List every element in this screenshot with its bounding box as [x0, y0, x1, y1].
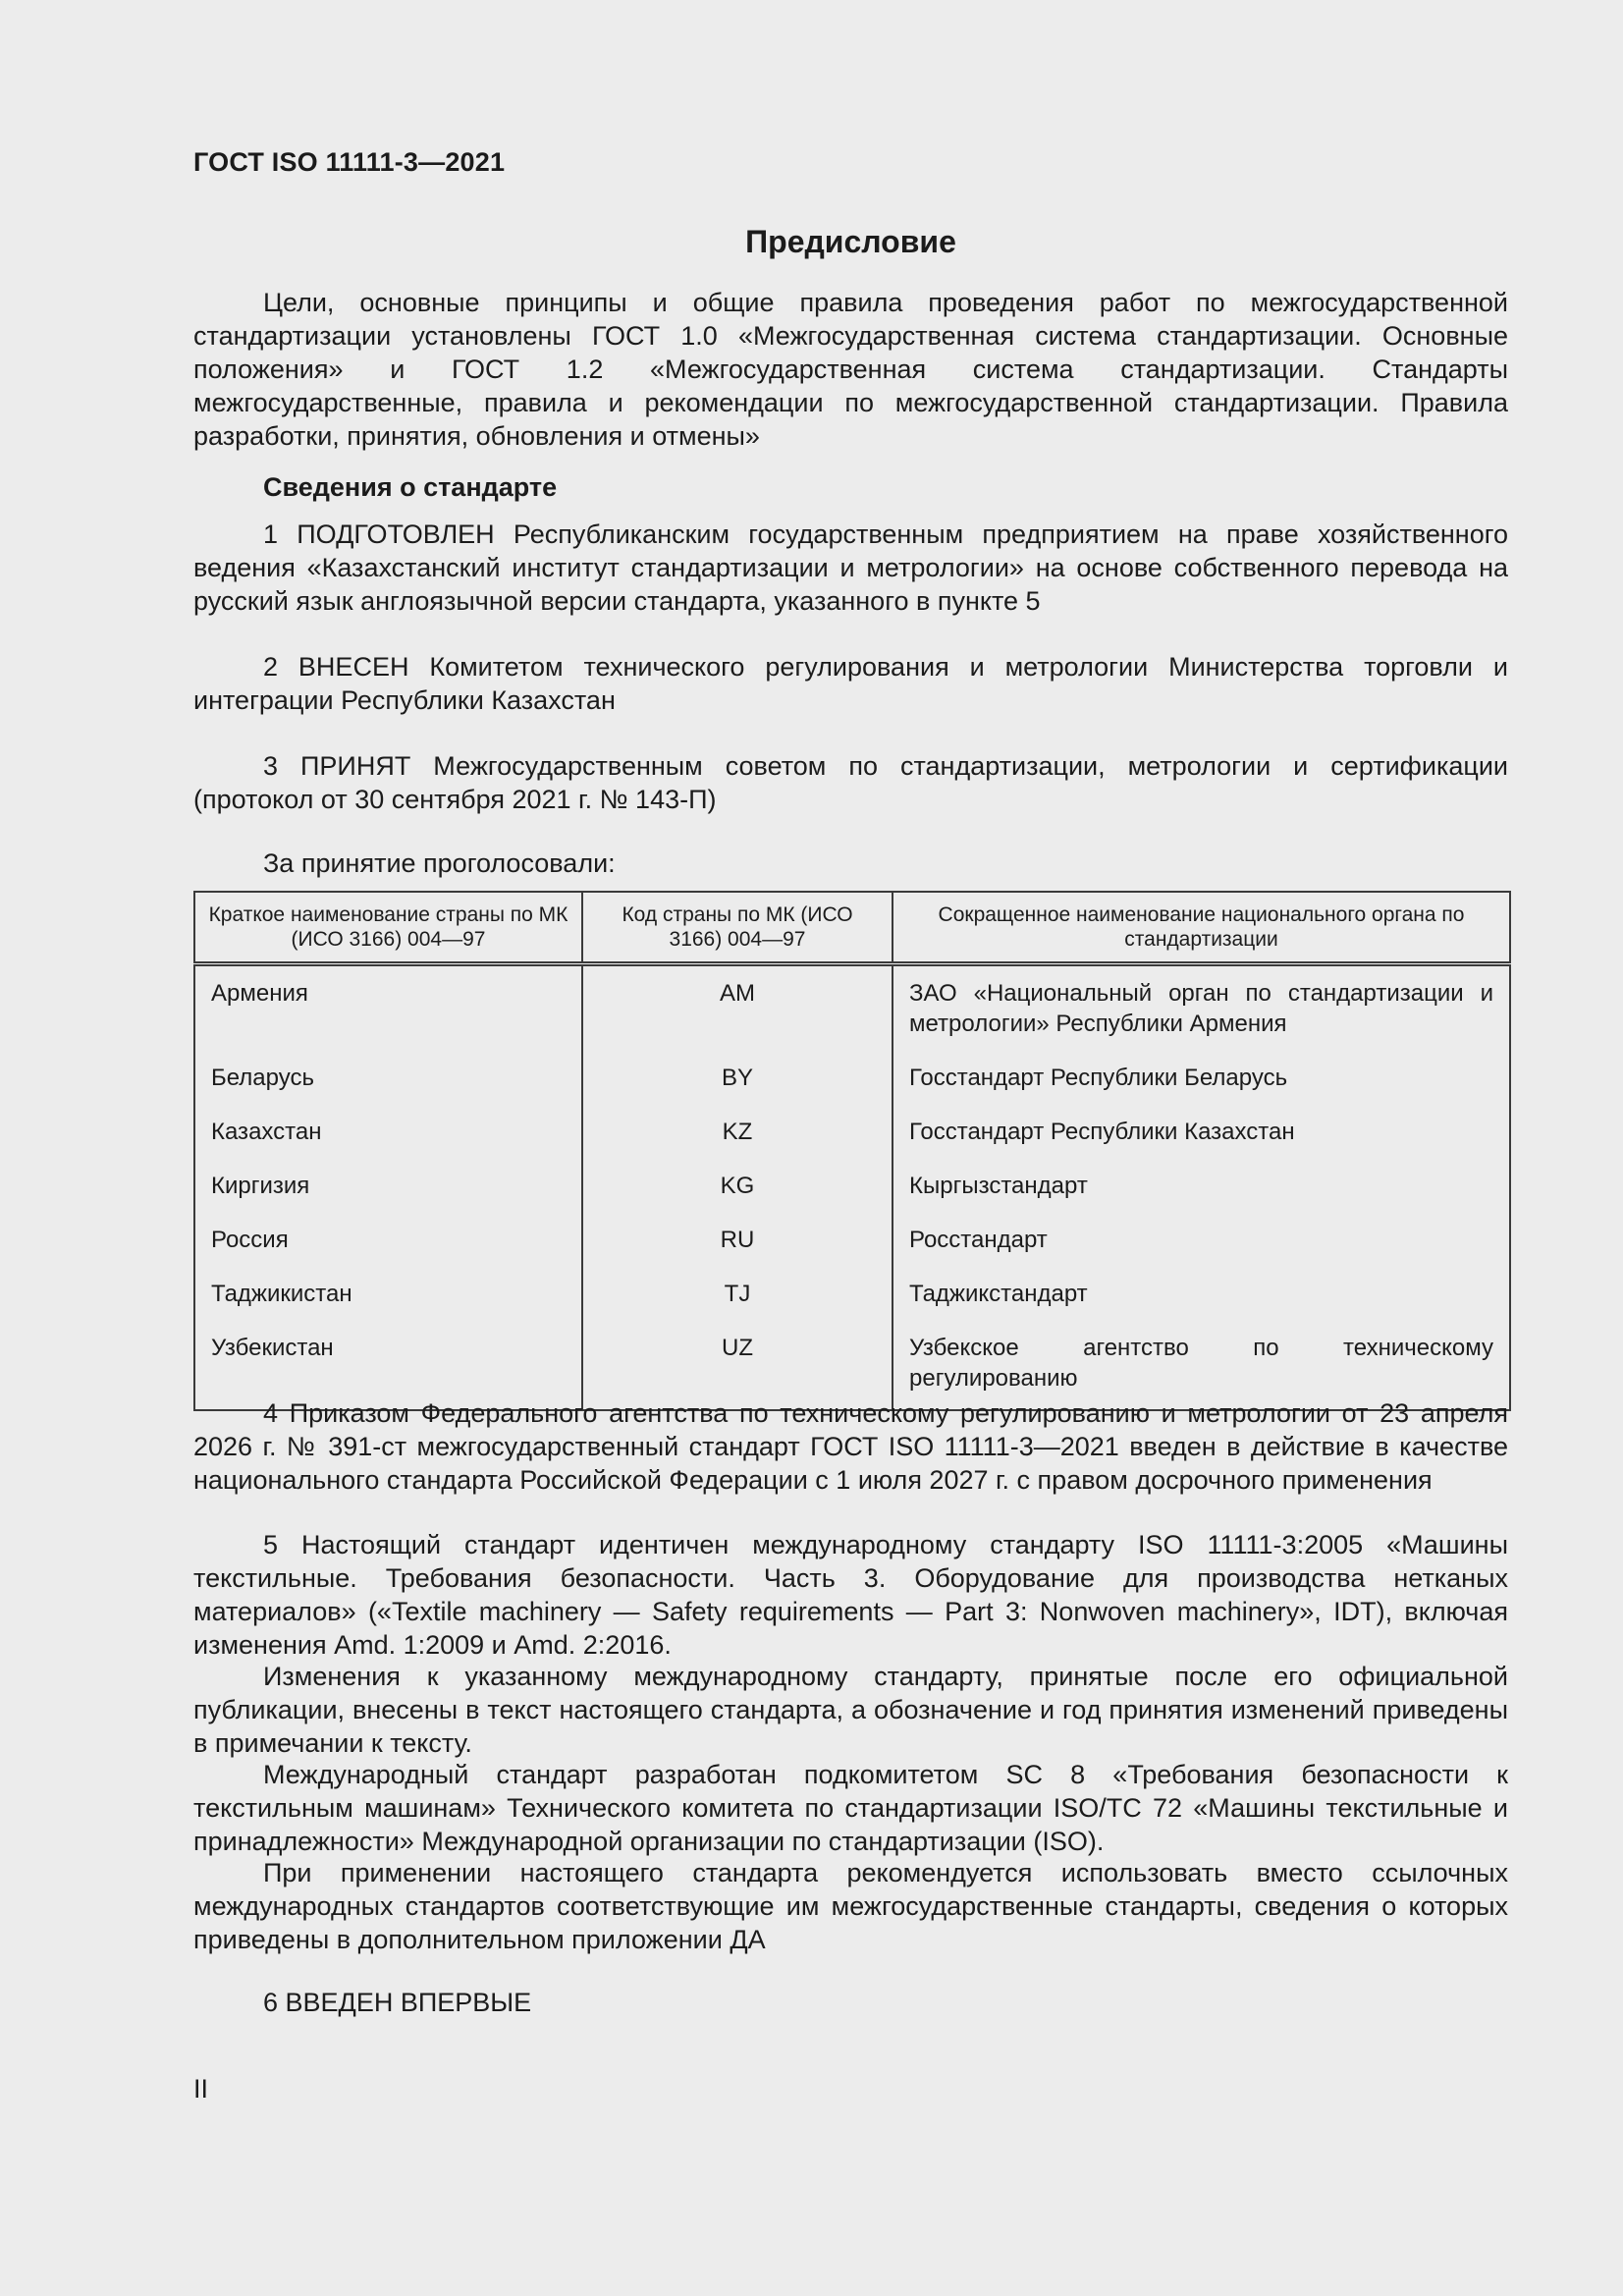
page-number: II: [193, 2074, 209, 2104]
cell-organization: Кыргызстандарт: [893, 1159, 1510, 1213]
cell-code: RU: [582, 1213, 893, 1267]
table-header-row: [194, 892, 1510, 964]
cell-country: Киргизия: [194, 1159, 582, 1213]
section-subhead: Сведения о стандарте: [263, 472, 558, 502]
table-row: [194, 964, 1510, 1052]
table-row: [194, 1213, 1510, 1267]
voting-table: [193, 891, 1511, 1411]
table-row: [194, 1159, 1510, 1213]
item-6: 6 ВВЕДЕН ВПЕРВЫЕ: [263, 1988, 532, 2017]
cell-country: Таджикистан: [194, 1267, 582, 1321]
table-row: [194, 1267, 1510, 1321]
vote-label: За принятие проголосовали:: [263, 848, 616, 878]
header-country: Краткое наименование страны по МК (ИСО 3166) 004—97: [194, 892, 582, 964]
cell-country: Армения: [194, 964, 582, 1052]
item-1: 1 ПОДГОТОВЛЕН Республиканским государственным предприятием на праве хозяйственного ведения «Казахстанский институт стандартизации и метрологии» на основе собственного перевода на русский язык англоязычной версии стандарта, указанного в пункте 5: [193, 519, 1508, 616]
cell-code: BY: [582, 1051, 893, 1105]
document-header: ГОСТ ISO 11111-3—2021: [193, 147, 506, 177]
item-5: 5 Настоящий стандарт идентичен международному стандарту ISO 11111-3:2005 «Машины текстильные. Требования безопасности. Часть 3. Оборудование для производства нетканых материалов» («Textile machinery — Safety requirements — Part 3: Nonwoven machinery», IDT), включая изменения Amd. 1:2009 и Amd. 2:2016.: [193, 1530, 1508, 1660]
item-4: 4 Приказом Федерального агентства по техническому регулированию и метрологии от 23 апреля 2026 г. № 391-ст межгосударственный стандарт ГОСТ ISO 11111-3—2021 введен в действие в качестве национального стандарта Российской Федерации с 1 июля 2027 г. с правом досрочного применения: [193, 1398, 1508, 1495]
cell-code: KG: [582, 1159, 893, 1213]
header-organization: Сокращенное наименование национального органа по стандартизации: [893, 892, 1510, 964]
cell-organization: Госстандарт Республики Казахстан: [893, 1105, 1510, 1159]
header-code: Код страны по МК (ИСО 3166) 004—97: [582, 892, 893, 964]
cell-code: UZ: [582, 1321, 893, 1410]
cell-country: Беларусь: [194, 1051, 582, 1105]
item-3: 3 ПРИНЯТ Межгосударственным советом по стандартизации, метрологии и сертификации (протокол от 30 сентября 2021 г. № 143-П): [193, 751, 1508, 814]
table-row: [194, 1105, 1510, 1159]
table-row: [194, 1051, 1510, 1105]
item-5-paragraph-4: При применении настоящего стандарта рекомендуется использовать вместо ссылочных международных стандартов соответствующие им межгосударственные стандарты, сведения о которых приведены в дополнительном приложении ДА: [193, 1858, 1508, 1954]
cell-country: Россия: [194, 1213, 582, 1267]
cell-country: Узбекистан: [194, 1321, 582, 1410]
cell-organization: Таджикстандарт: [893, 1267, 1510, 1321]
cell-country: Казахстан: [194, 1105, 582, 1159]
cell-organization: ЗАО «Национальный орган по стандартизации и метрологии» Республики Армения: [893, 964, 1510, 1052]
item-5-paragraph-2: Изменения к указанному международному стандарту, принятые после его официальной публикации, внесены в текст настоящего стандарта, а обозначение и год принятия изменений приведены в примечании к тексту.: [193, 1662, 1508, 1758]
cell-code: TJ: [582, 1267, 893, 1321]
item-5-paragraph-3: Международный стандарт разработан подкомитетом SC 8 «Требования безопасности к текстильным машинам» Технического комитета по стандартизации ISO/TC 72 «Машины текстильные и принадлежности» Международной организации по стандартизации (ISO).: [193, 1760, 1508, 1856]
item-2: 2 ВНЕСЕН Комитетом технического регулирования и метрологии Министерства торговли и интеграции Республики Казахстан: [193, 652, 1508, 715]
page-title: Предисловие: [745, 224, 956, 259]
cell-organization: Узбекское агентство по техническому регулированию: [893, 1321, 1510, 1410]
cell-organization: Госстандарт Республики Беларусь: [893, 1051, 1510, 1105]
cell-code: AM: [582, 964, 893, 1052]
cell-code: KZ: [582, 1105, 893, 1159]
cell-organization: Росстандарт: [893, 1213, 1510, 1267]
intro-paragraph: Цели, основные принципы и общие правила проведения работ по межгосударственной стандартизации установлены ГОСТ 1.0 «Межгосударственная система стандартизации. Основные положения» и ГОСТ 1.2 «Межгосударственная система стандартизации. Стандарты межгосударственные, правила и рекомендации по межгосударственной стандартизации. Правила разработки, принятия, обновления и отмены»: [193, 288, 1508, 451]
